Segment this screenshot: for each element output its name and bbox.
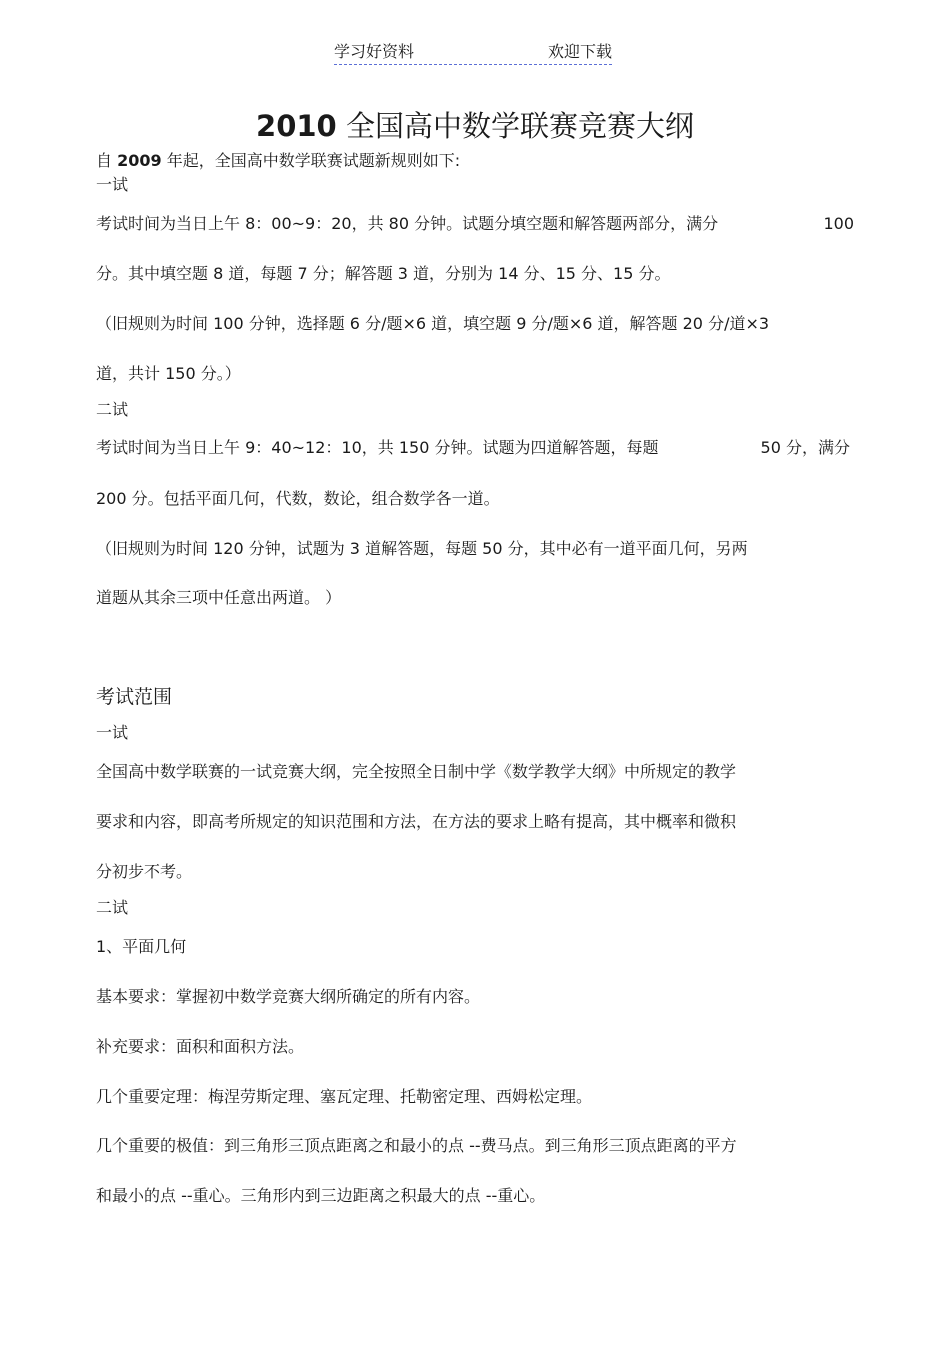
geometry-extrema-2: 和最小的点 --重心。三角形内到三边距离之积最大的点 --重心。 xyxy=(96,1186,546,1205)
scope-round1-label: 一试 xyxy=(96,723,129,742)
round2-line1 xyxy=(96,437,866,459)
round2-line1-end: 50 分，满分 xyxy=(760,438,850,457)
round1-line2: 分。其中填空题 8 道，每题 7 分；解答题 3 道，分别为 14 分、15 分、15 分。 xyxy=(96,264,671,283)
intro-prefix: 自 xyxy=(96,151,113,170)
scope-round1-paragraph-3: 分初步不考。 xyxy=(96,862,193,881)
title-year: 2010 xyxy=(256,109,337,143)
round1-label: 一试 xyxy=(96,175,129,194)
round2-line1-text: 考试时间为当日上午 9：40~12：10，共 150 分钟。试题为四道解答题，每题 xyxy=(96,438,659,457)
geometry-basic-requirement: 基本要求：掌握初中数学竞赛大纲所确定的所有内容。 xyxy=(96,987,481,1006)
scope-round1-paragraph-1: 全国高中数学联赛的一试竞赛大纲，完全按照全日制中学《数学教学大纲》中所规定的教学 xyxy=(96,762,737,781)
geometry-extra-requirement: 补充要求：面积和面积方法。 xyxy=(96,1037,305,1056)
title-text: 全国高中数学联赛竞赛大纲 xyxy=(345,109,694,143)
intro-line xyxy=(96,150,866,172)
round1-old-rule-2: 道，共计 150 分。） xyxy=(96,364,241,383)
intro-text: 年起，全国高中数学联赛试题新规则如下: xyxy=(166,151,461,170)
geometry-theorems: 几个重要定理：梅涅劳斯定理、塞瓦定理、托勒密定理、西姆松定理。 xyxy=(96,1087,593,1106)
round1-old-rule-1: （旧规则为时间 100 分钟，选择题 6 分/题×6 道，填空题 9 分/题×6 道，解答题 20 分/道×3 xyxy=(96,314,770,333)
round2-label: 二试 xyxy=(96,400,129,419)
geometry-extrema-1: 几个重要的极值：到三角形三顶点距离之和最小的点 --费马点。到三角形三顶点距离的平方 xyxy=(96,1136,737,1155)
scope-heading: 考试范围 xyxy=(96,686,173,708)
round2-line2: 200 分。包括平面几何，代数，数论，组合数学各一道。 xyxy=(96,489,500,508)
page-header xyxy=(334,40,612,65)
round1-line1 xyxy=(96,213,866,235)
intro-year: 2009 xyxy=(117,151,162,170)
geometry-heading: 1、平面几何 xyxy=(96,937,187,956)
round1-line1-text: 考试时间为当日上午 8：00~9：20，共 80 分钟。试题分填空题和解答题两部分，满分 xyxy=(96,214,719,233)
scope-round1-paragraph-2: 要求和内容，即高考所规定的知识范围和方法，在方法的要求上略有提高，其中概率和微积 xyxy=(96,812,737,831)
round2-old-rule-2: 道题从其余三项中任意出两道。 ） xyxy=(96,588,342,607)
scope-round2-label: 二试 xyxy=(96,898,129,917)
round1-line1-end: 100 xyxy=(823,214,854,233)
round2-old-rule-1: （旧规则为时间 120 分钟，试题为 3 道解答题，每题 50 分，其中必有一道平面几何，另两 xyxy=(96,539,748,558)
document-title xyxy=(0,106,950,146)
header-right-text: 欢迎下载 xyxy=(547,42,612,61)
header-left-text: 学习好资料 xyxy=(334,42,415,61)
